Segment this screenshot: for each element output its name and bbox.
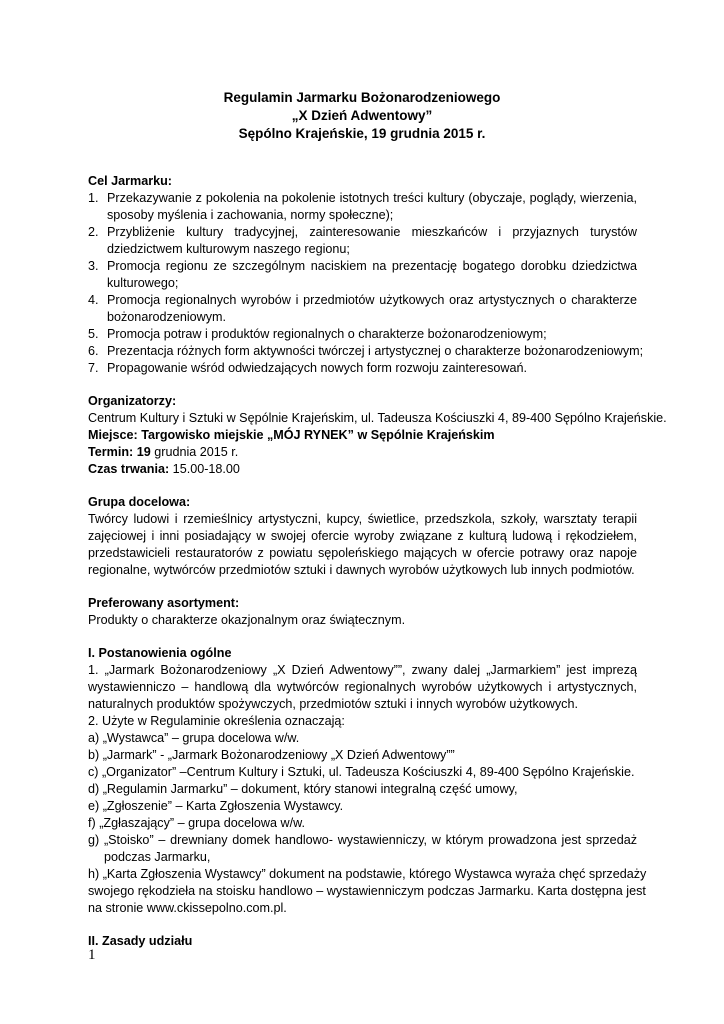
cel-item-text: Promocja regionu ze szczególnym naciskiem na prezentację bogatego dorobku dziedzictwa [107,259,637,273]
cel-item-text: bożonarodzeniowym. [107,310,227,324]
organizers-text: Centrum Kultury i Sztuki w Sępólnie Krajeńskim, ul. Tadeusza Kościuszki 4, 89-400 Sępólno Krajeńskie. [88,411,667,425]
doc-title-line-3: Sępólno Krajeńskie, 19 grudnia 2015 r. [238,126,486,141]
assortment-heading: Preferowany asortyment: [88,596,240,610]
doc-title-line-2: „X Dzień Adwentowy” [291,108,433,123]
doc-title-line-1: Regulamin Jarmarku Bożonarodzeniowego [223,90,501,105]
definition-item: d) „Regulamin Jarmarku” – dokument, który stanowi integralną część umowy, [88,782,518,796]
cel-item-number: 6. [88,344,99,358]
assortment-text: Produkty o charakterze okazjonalnym oraz świątecznym. [88,613,406,627]
definition-item: h) „Karta Zgłoszenia Wystawcy” dokument na podstawie, którego Wystawca wyraża chęć sprzedaży [88,867,647,881]
cel-item-number: 1. [88,191,99,205]
cel-item-number: 2. [88,225,99,239]
target-group-line: Twórcy ludowi i rzemieślnicy artystyczni, kupcy, świetlice, przedszkola, szkoły, warsztaty terapii [88,512,637,526]
page-number: 1 [88,947,96,963]
term-label: Termin: 19 [88,445,151,459]
definition-item: e) „Zgłoszenie” – Karta Zgłoszenia Wystawcy. [88,799,344,813]
duration-line [88,461,240,478]
definition-item: g) „Stoisko” – drewniany domek handlowo- wystawienniczy, w którym prowadzona jest sprzedaż [88,833,637,847]
place-line: Miejsce: Targowisko miejskie „MÓJ RYNEK” w Sępólnie Krajeńskim [88,428,495,442]
definition-item-continued: podczas Jarmarku, [104,850,211,864]
target-group-line: przedstawicieli restauratorów z powiatu sępoleńskiego mających w ofercie potrawy oraz napoje [88,546,637,560]
section-1-heading: I. Postanowienia ogólne [88,646,232,660]
definition-item: b) „Jarmark” - „Jarmark Bożonarodzeniowy „X Dzień Adwentowy”” [88,748,455,762]
cel-item-text: Prezentacja różnych form aktywności twórczej i artystycznej o charakterze bożonarodzeniowym; [107,344,644,358]
section-1-paragraph-line: wystawienniczo – handlową dla wytwórców regionalnych wyrobów użytkowych i artystycznych, [88,680,637,694]
cel-item-number: 4. [88,293,99,307]
cel-item-text: kulturowego; [107,276,179,290]
definition-item-continued: swojego rękodzieła na stoisku handlowo – wystawienniczym podczas Jarmarku. Karta dostępna jest [88,884,646,898]
definitions-intro: 2. Użyte w Regulaminie określenia oznaczają: [88,714,345,728]
duration-value: 15.00-18.00 [169,462,240,476]
definition-item: c) „Organizator” –Centrum Kultury i Sztuki, ul. Tadeusza Kościuszki 4, 89-400 Sępólno Krajeńskie. [88,765,635,779]
section-1-paragraph-line: naturalnych produktów spożywczych, przedmiotów sztuki i innych wyrobów użytkowych. [88,697,578,711]
definition-item: f) „Zgłaszający” – grupa docelowa w/w. [88,816,305,830]
cel-item-text: Propagowanie wśród odwiedzających nowych form rozwoju zainteresowań. [107,361,528,375]
cel-item-text: dziedzictwem kulturowym naszego regionu; [107,242,350,256]
cel-item-number: 3. [88,259,99,273]
cel-item-number: 7. [88,361,99,375]
cel-item-text: Promocja regionalnych wyrobów i przedmiotów użytkowych oraz artystycznych o charakterze [107,293,637,307]
definition-item: a) „Wystawca” – grupa docelowa w/w. [88,731,300,745]
cel-item-text: Przybliżenie kultury tradycyjnej, zainteresowanie mieszkańców i przyjaznych turystów [107,225,637,239]
target-group-line: zajęciowej i inni posiadający w swojej ofercie wyroby związane z kulturą ludową i rękodziełem, [88,529,637,543]
target-group-heading: Grupa docelowa: [88,495,191,509]
section-1-paragraph-line: 1. „Jarmark Bożonarodzeniowy „X Dzień Adwentowy””, zwany dalej „Jarmarkiem” jest imprezą [88,663,637,677]
target-group-line: regionalne, wytwórców przedmiotów sztuki i dawnych wyrobów użytkowych lub innych podmiotów. [88,563,635,577]
section-2-heading: II. Zasady udziału [88,934,193,948]
cel-item-text: Przekazywanie z pokolenia na pokolenie istotnych treści kultury (obyczaje, poglądy, wierzenia, [107,191,637,205]
term-line [88,444,238,461]
organizers-heading: Organizatorzy: [88,394,177,408]
cel-item-text: Promocja potraw i produktów regionalnych o charakterze bożonarodzeniowym; [107,327,547,341]
cel-heading: Cel Jarmarku: [88,174,172,188]
cel-item-number: 5. [88,327,99,341]
cel-item-text: sposoby myślenia i zachowania, normy społeczne); [107,208,394,222]
duration-label: Czas trwania: [88,462,170,476]
term-value: grudnia 2015 r. [150,445,239,459]
definition-item-continued: na stronie www.ckissepolno.com.pl. [88,901,287,915]
